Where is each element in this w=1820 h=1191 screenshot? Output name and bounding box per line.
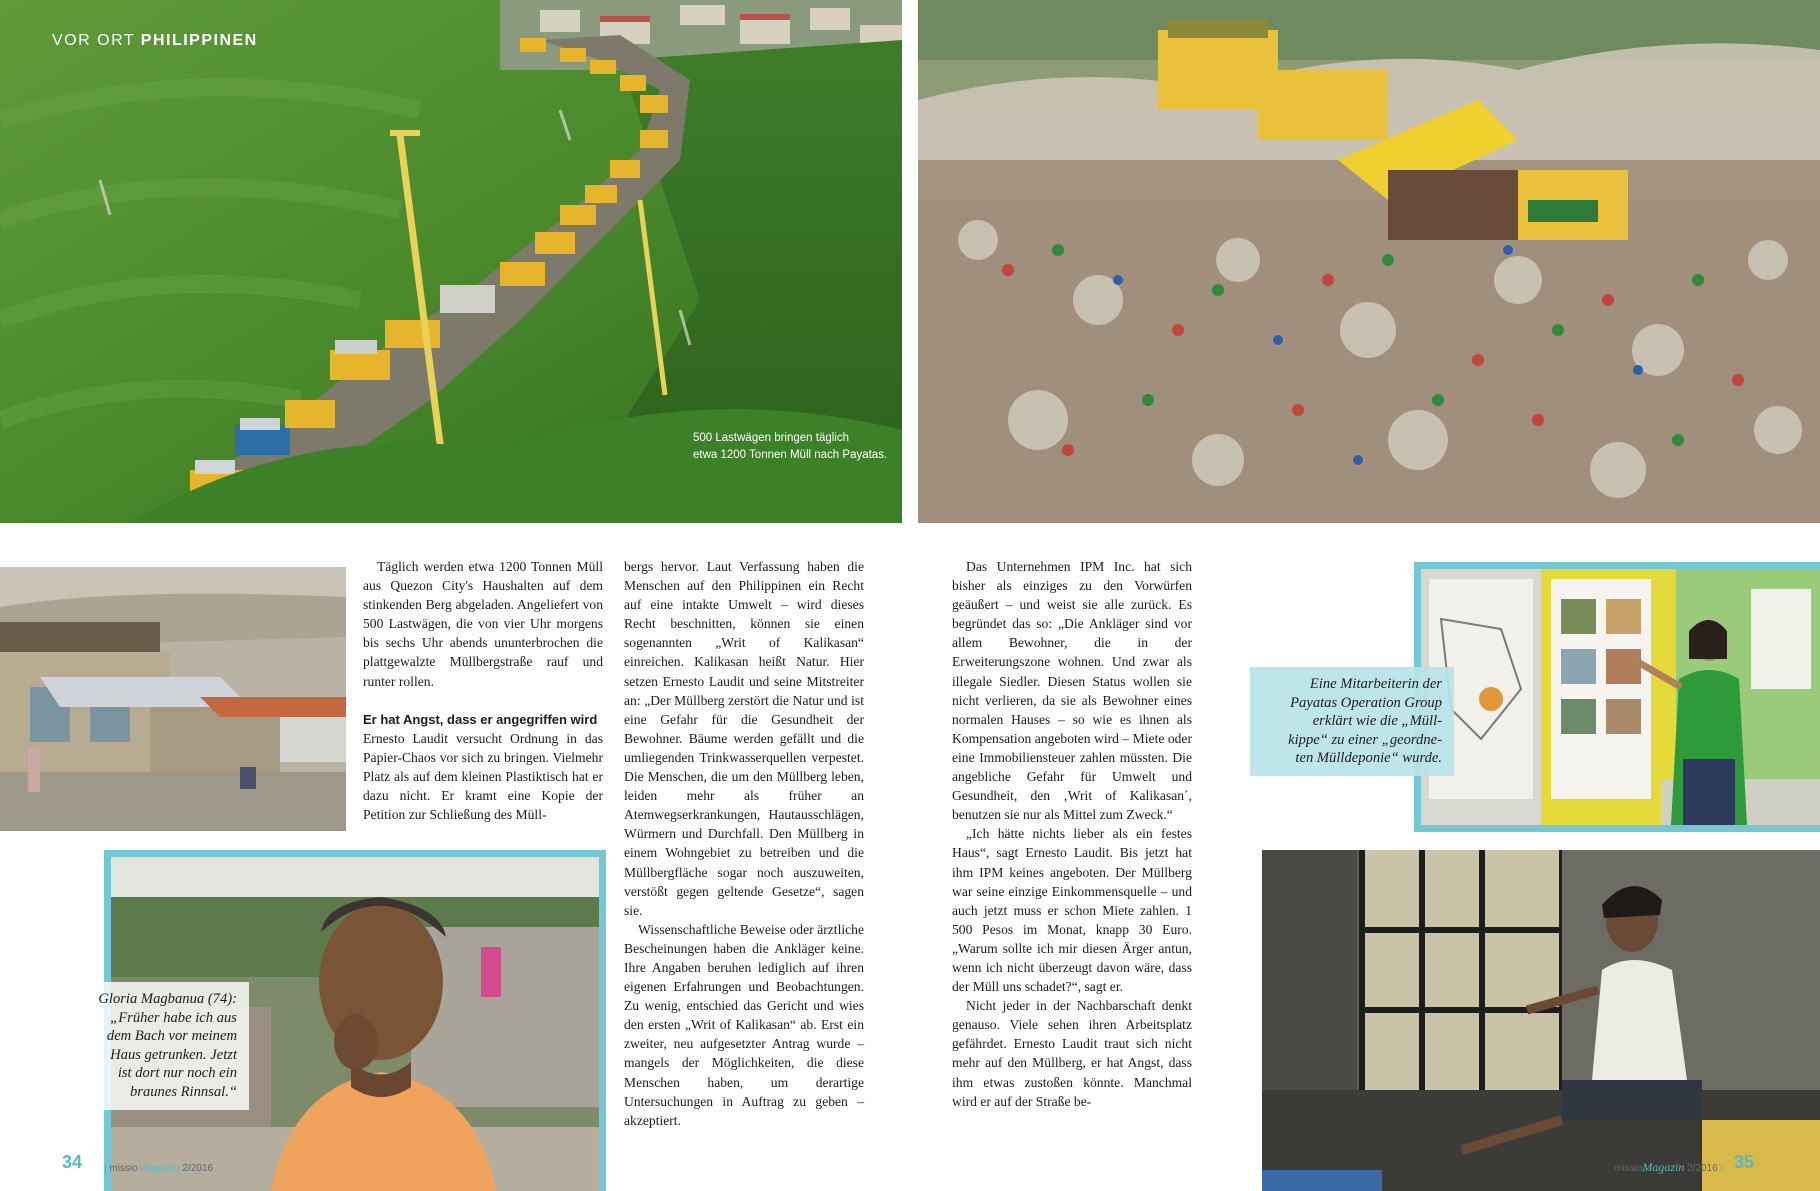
gloria-quote-caption: Gloria Magbanua (74): „Früher habe ich aus dem Bach vor meinem Haus getrunken. Jetzt ist dort nur noch ein braunes Rinnsal.“ <box>45 982 249 1110</box>
col1-paragraph-2: Ernesto Laudit versucht Ordnung in das Papier-Chaos vor sich zu bringen. Vielmehr Platz als auf dem kleinen Plastiktisch hat er dazu nicht. Er kramt eine Kopie der Petition zur Schließung des Müll- <box>363 730 603 823</box>
man-window-photo <box>1262 850 1820 1191</box>
col3-paragraph-2: „Ich hätte nichts lieber als ein festes Haus“, sagt Ernesto Laudit. Bis jetzt hat ihm IPM keines angeboten. Der Müllberg war seine einzige Einkommensquelle – und auch jetzt muss er schon Miete zahlen. 1 500 Pesos im Monat, knapp 30 Euro. „Warum sollte ich mir diesen Ärger antun, wenn ich nicht überzeugt davon wäre, dass der Müll uns schadet?“, sagt er. <box>952 826 1192 995</box>
text-column-2 <box>624 557 864 1130</box>
col1-subheading: Er hat Angst, dass er angegriffen wird <box>363 711 598 727</box>
right-page-number: 35 <box>1734 1152 1755 1172</box>
section-label: VOR ORT PHILIPPINEN <box>52 32 258 49</box>
staff-map-photo <box>1421 569 1820 825</box>
col1-paragraph-1: Täglich werden etwa 1200 Tonnen Müll aus Quezon City's Haushalten auf dem stinkenden Berg abgeladen. Angeliefert von 500 Lastwägen, die von vier Uhr morgens bis sechs Uhr abends ununterbrochen die plattgewalzte Müllbergstraße rauf und runter rollen. <box>363 559 603 689</box>
shanty-houses-photo <box>0 567 346 831</box>
text-column-1 <box>363 557 603 824</box>
col2-paragraph-2: Wissenschaftliche Beweise oder ärztliche Bescheinungen haben die Ankläger keine. Ihre Angaben beruhen lediglich auf ihren eigenen Erfahrungen und Beobachtungen. Zu wenig, entschied das Gericht und wies den ersten „Writ of Kalikasan“ ab. Erst ein zweiter, neu aufgesetzter Antrag wurde – mangels der Möglichkeiten, die diese Menschen haben, um derartige Untersuchungen in Auftrag zu geben – akzeptiert. <box>624 921 864 1128</box>
staff-map-caption: Eine Mitarbeiterin der Payatas Operation Group erklärt wie die „Müll- kippe“ zu einer „geordne- ten Mülldeponie“ wurde. <box>1250 667 1454 776</box>
left-page-number: 34 <box>62 1152 83 1172</box>
truck-photo-caption: 500 Lastwägen bringen täglich etwa 1200 Tonnen Müll nach Payatas. <box>693 432 888 461</box>
text-column-3 <box>952 557 1192 1111</box>
col2-paragraph-1: bergs hervor. Laut Verfassung haben die Menschen auf den Philippinen ein Recht auf eine intakte Umwelt – wird dieses Recht beschnitten, können sie einen sogenannten „Writ of Kalikasan“ einreichen. Kalikasan heißt Natur. Hier setzen Ernesto Laudit und seine Mitstreiter an: „Der Müllberg zerstört die Natur und ist eine Gefahr für die Gesundheit der Bewohner. Bäume werden gefällt und die umliegenden Trinkwasserquellen verpestet. Die Menschen, die um den Müllberg leben, leiden mehr als früher an Atemwegserkrankungen, Hautausschlägen, Würmern und Durchfall. Den Müllberg in einem Wohngebiet zu betreiben und die Müllbergfläche sogar noch auszuweiten, verstößt gegen geltende Gesetze“, sagen sie. <box>624 559 864 918</box>
right-footer-magazine: missioMagazin 2/2016 | <box>1614 1160 1724 1174</box>
col3-paragraph-3: Nicht jeder in der Nachbarschaft denkt genauso. Viele sehen ihren Arbeitsplatz gefährdet. Ernesto Laudit traut sich nicht mehr auf den Müllberg, er hat Angst, dass ihm etwas zustoßen könnte. Manchmal wird er auf der Straße be- <box>952 998 1192 1109</box>
landfill-workers-photo <box>918 0 1820 523</box>
col3-paragraph-1: Das Unternehmen IPM Inc. hat sich bisher als einziges zu den Vorwürfen geäußert – und weist sie alle zurück. Es begründet das so: „Die Ankläger sind vor allem Bewohner, die in der Erweiterungszone wohnen. Und zwar als illegale Siedler. Diesen Status wollen sie nicht verlieren, da sie als Bewohner eines normalen Hauses – so wie es ihnen als Kompensation angeboten wird – Miete oder eine Immobiliensteuer zahlen müssten. Die angebliche Gefahr für Umwelt und Gesundheit, den ‚Writ of Kalikasan´, benutzen sie nur als Mittel zum Zweck.“ <box>952 559 1192 823</box>
left-footer-magazine: | missioMagazin 2/2016 <box>104 1160 214 1174</box>
